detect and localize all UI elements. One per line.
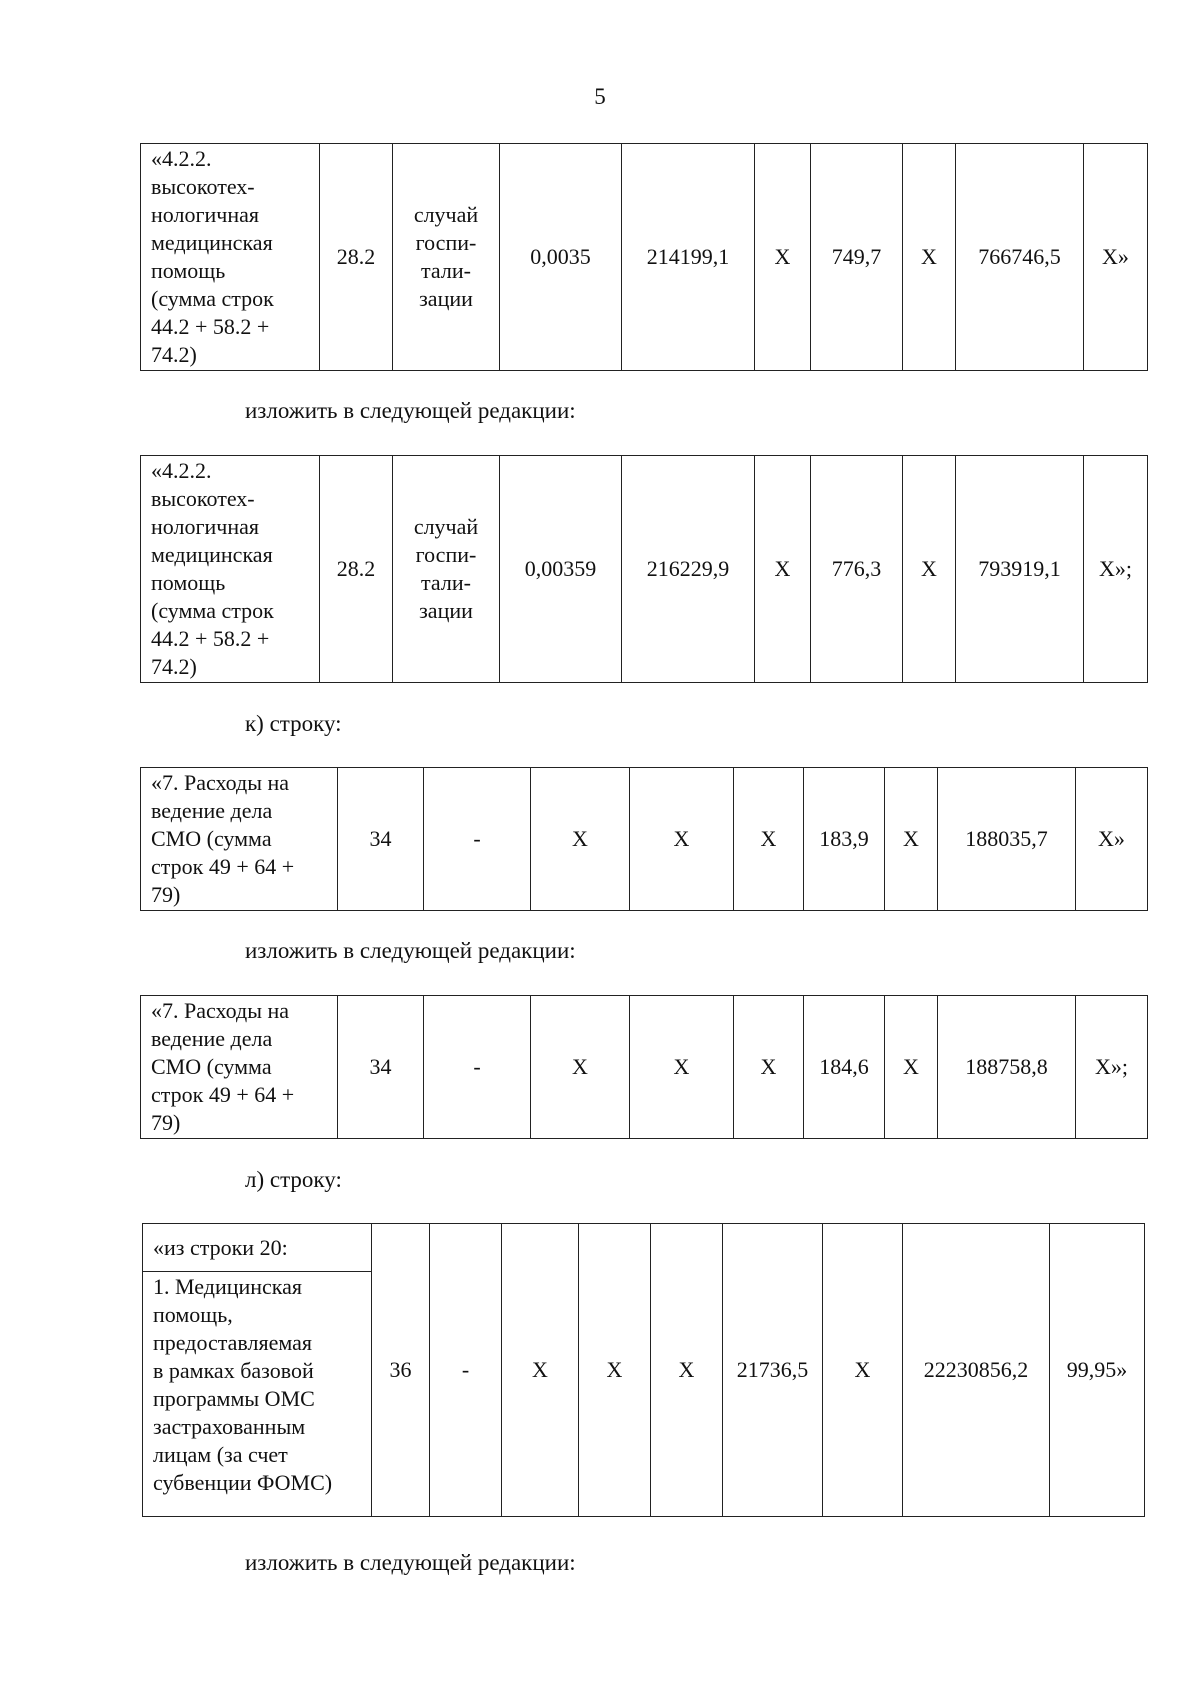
- desc-line: высокотех-: [151, 174, 255, 199]
- table-new-4-2-2: [140, 455, 1148, 683]
- value-cell: 188035,7: [938, 768, 1076, 911]
- unit-cell: -: [430, 1224, 502, 1517]
- value-cell: 776,3: [811, 456, 903, 683]
- unit-cell: [393, 456, 500, 683]
- value-cell: X: [531, 996, 630, 1139]
- value-cell: 793919,1: [956, 456, 1084, 683]
- unit-line: случай: [413, 514, 479, 539]
- unit-line: тали-: [421, 570, 471, 595]
- value-cell: 749,7: [811, 144, 903, 371]
- value-cell: X: [579, 1224, 651, 1517]
- desc-line: (сумма строк: [151, 598, 274, 623]
- value-cell: X»: [1076, 768, 1148, 911]
- unit-line: госпи-: [415, 542, 477, 567]
- unit-cell: -: [424, 996, 531, 1139]
- line-number-cell: 34: [338, 768, 424, 911]
- value-cell: X: [734, 768, 804, 911]
- unit-line: госпи-: [415, 230, 477, 255]
- value-cell: X: [823, 1224, 903, 1517]
- desc-line: медицинская: [151, 542, 273, 567]
- line-number-cell: 36: [372, 1224, 430, 1517]
- value-cell: X»;: [1076, 996, 1148, 1139]
- line-number-cell: 28.2: [320, 144, 393, 371]
- value-cell: X: [734, 996, 804, 1139]
- paragraph-new-edition: изложить в следующей редакции:: [245, 938, 576, 963]
- desc-line: высокотех-: [151, 486, 255, 511]
- page-number: 5: [594, 84, 606, 109]
- desc-line: в рамках базовой: [153, 1358, 314, 1383]
- value-cell: X»;: [1084, 456, 1148, 683]
- desc-line: 79): [151, 882, 181, 907]
- desc-line: «4.2.2.: [151, 458, 212, 483]
- desc-line: СМО (сумма: [151, 1054, 272, 1079]
- paragraph-new-edition: изложить в следующей редакции:: [245, 1550, 576, 1575]
- desc-line: 74.2): [151, 654, 197, 679]
- row-description-cell: [143, 1272, 372, 1517]
- value-cell: 183,9: [804, 768, 885, 911]
- desc-line: нологичная: [151, 514, 259, 539]
- desc-line: помощь: [151, 570, 226, 595]
- value-cell: X: [630, 996, 734, 1139]
- desc-line: программы ОМС: [153, 1386, 315, 1411]
- desc-line: застрахованным: [153, 1414, 306, 1439]
- value-cell: X: [903, 456, 956, 683]
- value-cell: 22230856,2: [903, 1224, 1050, 1517]
- desc-line: 79): [151, 1110, 181, 1135]
- paragraph-item-k: к) строку:: [245, 711, 342, 736]
- value-cell: X: [755, 456, 811, 683]
- value-cell: 766746,5: [956, 144, 1084, 371]
- value-cell: X»: [1084, 144, 1148, 371]
- value-cell: 214199,1: [622, 144, 755, 371]
- value-cell: 0,0035: [500, 144, 622, 371]
- value-cell: 99,95»: [1050, 1224, 1145, 1517]
- value-cell: 184,6: [804, 996, 885, 1139]
- value-cell: X: [903, 144, 956, 371]
- unit-line: зации: [419, 286, 473, 311]
- line-number-cell: 28.2: [320, 456, 393, 683]
- row-description-cell: [141, 144, 320, 371]
- table-original-7: [140, 767, 1148, 911]
- value-cell: X: [651, 1224, 723, 1517]
- desc-line: помощь,: [153, 1302, 233, 1327]
- table-original-4-2-2: [140, 143, 1148, 371]
- value-cell: X: [630, 768, 734, 911]
- desc-line: 74.2): [151, 342, 197, 367]
- paragraph-item-l: л) строку:: [245, 1167, 342, 1192]
- row-description-cell: [141, 456, 320, 683]
- unit-line: случай: [413, 202, 479, 227]
- row-description-cell: [141, 768, 338, 911]
- desc-line: 44.2 + 58.2 +: [151, 314, 270, 339]
- unit-line: зации: [419, 598, 473, 623]
- value-cell: X: [531, 768, 630, 911]
- desc-line: «7. Расходы на: [151, 998, 290, 1023]
- desc-line: лицам (за счет: [153, 1442, 288, 1467]
- unit-cell: -: [424, 768, 531, 911]
- line-number-cell: 34: [338, 996, 424, 1139]
- table-new-7: [140, 995, 1148, 1139]
- value-cell: 21736,5: [723, 1224, 823, 1517]
- desc-line: «4.2.2.: [151, 146, 212, 171]
- value-cell: X: [885, 996, 938, 1139]
- value-cell: X: [502, 1224, 579, 1517]
- unit-cell: [393, 144, 500, 371]
- value-cell: 188758,8: [938, 996, 1076, 1139]
- desc-line: 44.2 + 58.2 +: [151, 626, 270, 651]
- value-cell: 216229,9: [622, 456, 755, 683]
- desc-line: помощь: [151, 258, 226, 283]
- table-original-row-36: [142, 1223, 1145, 1517]
- desc-line: (сумма строк: [151, 286, 274, 311]
- desc-line: нологичная: [151, 202, 259, 227]
- desc-line: субвенции ФОМС): [153, 1470, 333, 1495]
- value-cell: 0,00359: [500, 456, 622, 683]
- desc-line: ведение дела: [151, 798, 273, 823]
- desc-line: строк 49 + 64 +: [151, 854, 295, 879]
- desc-line: ведение дела: [151, 1026, 273, 1051]
- value-cell: X: [885, 768, 938, 911]
- row-description-cell: [141, 996, 338, 1139]
- value-cell: X: [755, 144, 811, 371]
- subheader-cell: «из строки 20:: [143, 1224, 372, 1272]
- desc-line: предоставляемая: [153, 1330, 313, 1355]
- desc-line: 1. Медицинская: [153, 1274, 303, 1299]
- paragraph-new-edition: изложить в следующей редакции:: [245, 398, 576, 423]
- desc-line: строк 49 + 64 +: [151, 1082, 295, 1107]
- desc-line: «7. Расходы на: [151, 770, 290, 795]
- unit-line: тали-: [421, 258, 471, 283]
- desc-line: медицинская: [151, 230, 273, 255]
- desc-line: СМО (сумма: [151, 826, 272, 851]
